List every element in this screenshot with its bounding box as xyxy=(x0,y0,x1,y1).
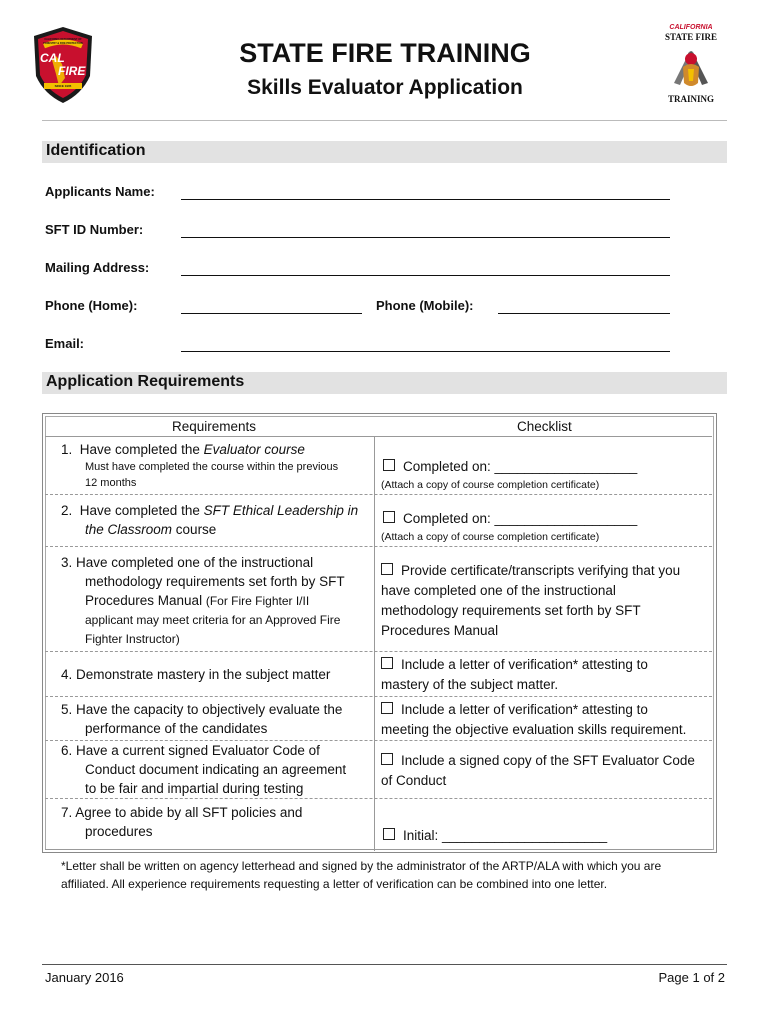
phone-mobile-field[interactable] xyxy=(498,313,670,314)
requirement-2 xyxy=(61,501,371,520)
requirement-5 xyxy=(61,700,371,738)
checkbox-1[interactable] xyxy=(383,459,395,471)
sft-logo-bottom: TRAINING xyxy=(667,94,714,104)
checklist-3-line3: methodology requirements set forth by SFT xyxy=(381,603,641,618)
checklist-5-text1: Include a letter of verification* attesting to xyxy=(401,702,648,717)
identification-heading: Identification xyxy=(46,142,146,159)
page-subtitle: Skills Evaluator Application xyxy=(247,76,523,99)
table-row-divider xyxy=(45,849,712,850)
mailing-address-label: Mailing Address: xyxy=(45,260,150,275)
requirement-7-line2: procedures xyxy=(85,824,153,839)
cal-fire-logo-since: SINCE 1905 xyxy=(54,84,72,88)
checklist-3-line4: Procedures Manual xyxy=(381,623,499,638)
cal-fire-logo-line2: FORESTRY & FIRE PROTECTION xyxy=(43,42,83,45)
requirement-2-text: 2. Have completed the xyxy=(61,503,204,518)
requirement-2-line2 xyxy=(85,520,216,539)
phone-home-label: Phone (Home): xyxy=(45,298,138,313)
checklist-1 xyxy=(383,457,637,477)
checklist-3-line2: have completed one of the instructional xyxy=(381,583,616,598)
sft-logo-top: CALIFORNIA xyxy=(669,24,713,31)
table-row-divider xyxy=(45,546,712,547)
checkbox-7[interactable] xyxy=(383,828,395,840)
table-row-divider xyxy=(45,651,712,652)
requirement-3-manual: Procedures Manual xyxy=(85,593,206,608)
requirement-6-line2: Conduct document indicating an agreement xyxy=(85,762,347,777)
checklist-7-text: Initial: ______________________ xyxy=(403,828,608,843)
checklist-3-line1 xyxy=(381,561,711,581)
requirements-heading: Application Requirements xyxy=(46,373,245,390)
requirement-2-course-b: the Classroom xyxy=(85,522,173,537)
requirement-3 xyxy=(61,553,371,649)
requirement-6-line1: 6. Have a current signed Evaluator Code of xyxy=(61,743,320,758)
requirement-3-line5: Fighter Instructor) xyxy=(85,632,180,646)
requirement-5-line2: performance of the candidates xyxy=(85,721,268,736)
requirement-6 xyxy=(61,741,371,798)
table-column-divider xyxy=(374,437,375,851)
requirement-3-line2: methodology requirements set forth by SFT xyxy=(85,574,345,589)
checklist-6 xyxy=(381,751,711,791)
requirement-1-text: 1. Have completed the xyxy=(61,442,204,457)
requirement-3-line4: applicant may meet criteria for an Approved Fire xyxy=(85,613,341,627)
requirement-1-course: Evaluator course xyxy=(203,442,305,457)
requirement-1-note-line2: 12 months xyxy=(85,477,137,489)
cal-fire-logo-cal: CAL xyxy=(40,51,65,65)
email-label: Email: xyxy=(45,336,85,351)
checkbox-2[interactable] xyxy=(383,511,395,523)
email-field[interactable] xyxy=(181,351,670,352)
checkbox-4[interactable] xyxy=(381,657,393,669)
requirement-3-line1: 3. Have completed one of the instructional xyxy=(61,555,314,570)
checklist-6-line1 xyxy=(381,751,711,771)
mailing-address-field[interactable] xyxy=(181,275,670,276)
requirement-1-note-line1: Must have completed the course within the previous xyxy=(85,461,339,473)
footer-date: January 2016 xyxy=(45,970,124,985)
phone-mobile-label: Phone (Mobile): xyxy=(376,298,474,313)
col-header-checklist: Checklist xyxy=(517,419,572,434)
phone-home-field[interactable] xyxy=(181,313,362,314)
requirements-section-header xyxy=(42,372,727,394)
checkbox-5[interactable] xyxy=(381,702,393,714)
checklist-6-line2: of Conduct xyxy=(381,773,447,788)
applicant-name-label: Applicants Name: xyxy=(45,184,155,199)
footer-page-number: Page 1 of 2 xyxy=(658,970,725,985)
checklist-3-text1: Provide certificate/transcripts verifying that you xyxy=(401,563,681,578)
col-header-requirements: Requirements xyxy=(172,419,257,434)
checklist-5 xyxy=(381,700,711,740)
sft-logo-mid: STATE FIRE xyxy=(665,32,717,42)
checklist-4 xyxy=(381,655,711,695)
checklist-5-line2: meeting the objective evaluation skills requirement. xyxy=(381,722,687,737)
checklist-1-text: Completed on: ___________________ xyxy=(403,459,638,474)
requirement-4: 4. Demonstrate mastery in the subject matter xyxy=(61,667,331,682)
requirement-1 xyxy=(61,440,371,459)
checklist-2 xyxy=(383,509,637,529)
page-title: STATE FIRE TRAINING xyxy=(239,38,531,68)
checklist-6-text1: Include a signed copy of the SFT Evaluator Code xyxy=(401,753,695,768)
footer-divider xyxy=(42,964,727,965)
applicant-name-field[interactable] xyxy=(181,199,670,200)
sft-id-field[interactable] xyxy=(181,237,670,238)
requirement-6-line3: to be fair and impartial during testing xyxy=(85,781,304,796)
checklist-4-line1 xyxy=(381,655,711,675)
checklist-4-line2: mastery of the subject matter. xyxy=(381,677,559,692)
requirement-7-line1: 7. Agree to abide by all SFT policies and xyxy=(61,805,303,820)
requirement-1-note xyxy=(85,459,370,491)
requirement-3-paren: (For Fire Fighter I/II xyxy=(205,594,310,608)
header-divider xyxy=(42,120,727,121)
checkbox-3[interactable] xyxy=(381,563,393,575)
requirement-2-course-a: SFT Ethical Leadership in xyxy=(203,503,359,518)
requirement-7 xyxy=(61,803,371,841)
table-row-divider xyxy=(45,494,712,495)
sft-id-label: SFT ID Number: xyxy=(45,222,144,237)
checklist-4-text1: Include a letter of verification* attesting to xyxy=(401,657,648,672)
table-row-divider xyxy=(45,696,712,697)
checklist-2-note: (Attach a copy of course completion certificate) xyxy=(381,531,600,543)
requirement-3-line3 xyxy=(61,591,371,611)
checkbox-6[interactable] xyxy=(381,753,393,765)
checklist-1-note: (Attach a copy of course completion certificate) xyxy=(381,479,600,491)
checklist-2-text: Completed on: ___________________ xyxy=(403,511,638,526)
requirement-2-suffix: course xyxy=(172,522,217,537)
cal-fire-logo-line1: CALIFORNIA DEPARTMENT OF xyxy=(44,38,82,41)
table-row-divider xyxy=(45,436,712,437)
cal-fire-logo-fire: FIRE xyxy=(58,64,86,78)
checklist-7 xyxy=(383,826,607,846)
footnote-line1: *Letter shall be written on agency letterhead and signed by the administrator of the ARTP/ALA with which you are xyxy=(61,859,662,873)
table-row-divider xyxy=(45,798,712,799)
requirements-footnote xyxy=(61,857,711,893)
requirement-5-line1: 5. Have the capacity to objectively evaluate the xyxy=(61,702,343,717)
checklist-5-line1 xyxy=(381,700,711,720)
identification-section-header xyxy=(42,141,727,163)
checklist-3 xyxy=(381,561,711,641)
footnote-line2: affiliated. All experience requirements requesting a letter of verification can be combined into one letter. xyxy=(61,877,608,891)
